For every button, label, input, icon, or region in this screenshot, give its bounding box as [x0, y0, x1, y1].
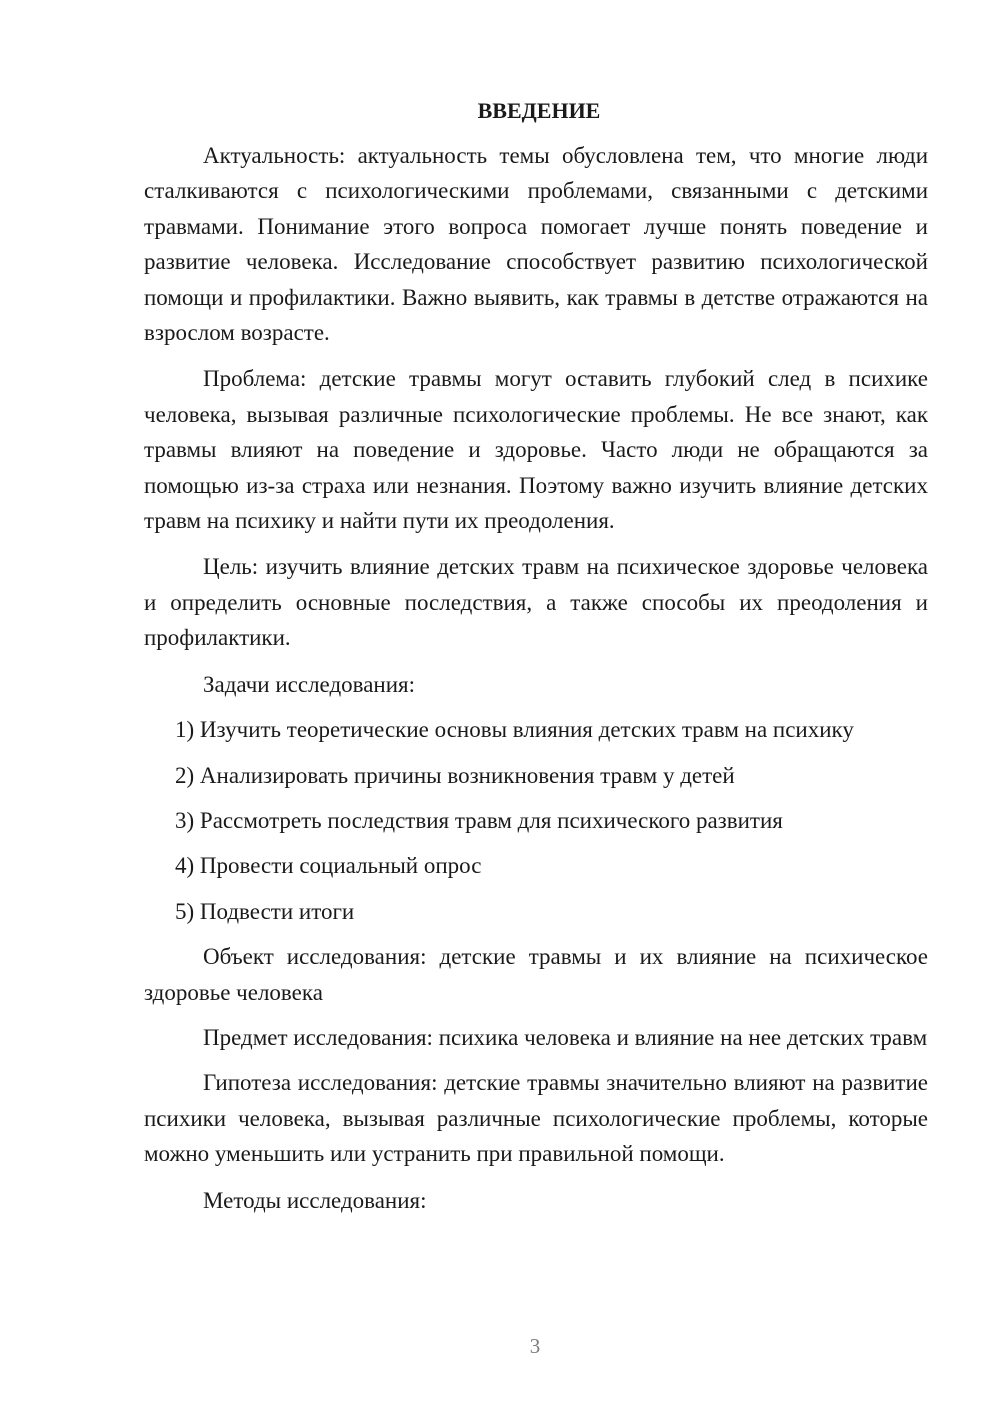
paragraph-relevance: Актуальность: актуальность темы обусловлена тем, что многие люди сталкиваются с психологическими проблемами, связанными с детскими травмами. Понимание этого вопроса помогает лучше понять поведение и развитие человека. Исследование способствует развитию психологической помощи и профилактики. Важно выявить, как травмы в детстве отражаются на взрослом возрасте. [144, 143, 928, 346]
page-heading: ВВЕДЕНИЕ [477, 98, 601, 123]
list-item: 2) Анализировать причины возникновения травм у детей [175, 762, 735, 788]
paragraph-goal: Цель: изучить влияние детских травм на психическое здоровье человека и определить основные последствия, а также способы их преодоления и профилактики. [144, 554, 928, 651]
tasks-list [144, 712, 928, 929]
list-item: 3) Рассмотреть последствия травм для психического развития [175, 807, 783, 833]
list-item: 4) Провести социальный опрос [175, 853, 482, 879]
paragraph-subject: Предмет исследования: психика человека и влияние на нее детских травм [203, 1024, 928, 1050]
paragraph-hypothesis: Гипотеза исследования: детские травмы значительно влияют на развитие психики человека, вызывая различные психологические проблемы, которые можно уменьшить или устранить при правильной помощи. [144, 1070, 928, 1167]
page-number: 3 [529, 1334, 541, 1358]
page-content [144, 93, 928, 1218]
paragraph-object: Объект исследования: детские травмы и их влияние на психическое здоровье человека [144, 944, 928, 1005]
list-item: 5) Подвести итоги [175, 898, 355, 924]
tasks-heading: Задачи исследования: [203, 671, 416, 697]
list-item: 1) Изучить теоретические основы влияния детских травм на психику [175, 717, 854, 743]
paragraph-methods: Методы исследования: [203, 1187, 427, 1213]
paragraph-problem: Проблема: детские травмы могут оставить глубокий след в психике человека, вызывая различные психологические проблемы. Не все знают, как травмы влияют на поведение и здоровье. Часто люди не обращаются за помощью из-за страха или незнания. Поэтому важно изучить влияние детских травм на психику и найти пути их преодоления. [144, 366, 928, 534]
